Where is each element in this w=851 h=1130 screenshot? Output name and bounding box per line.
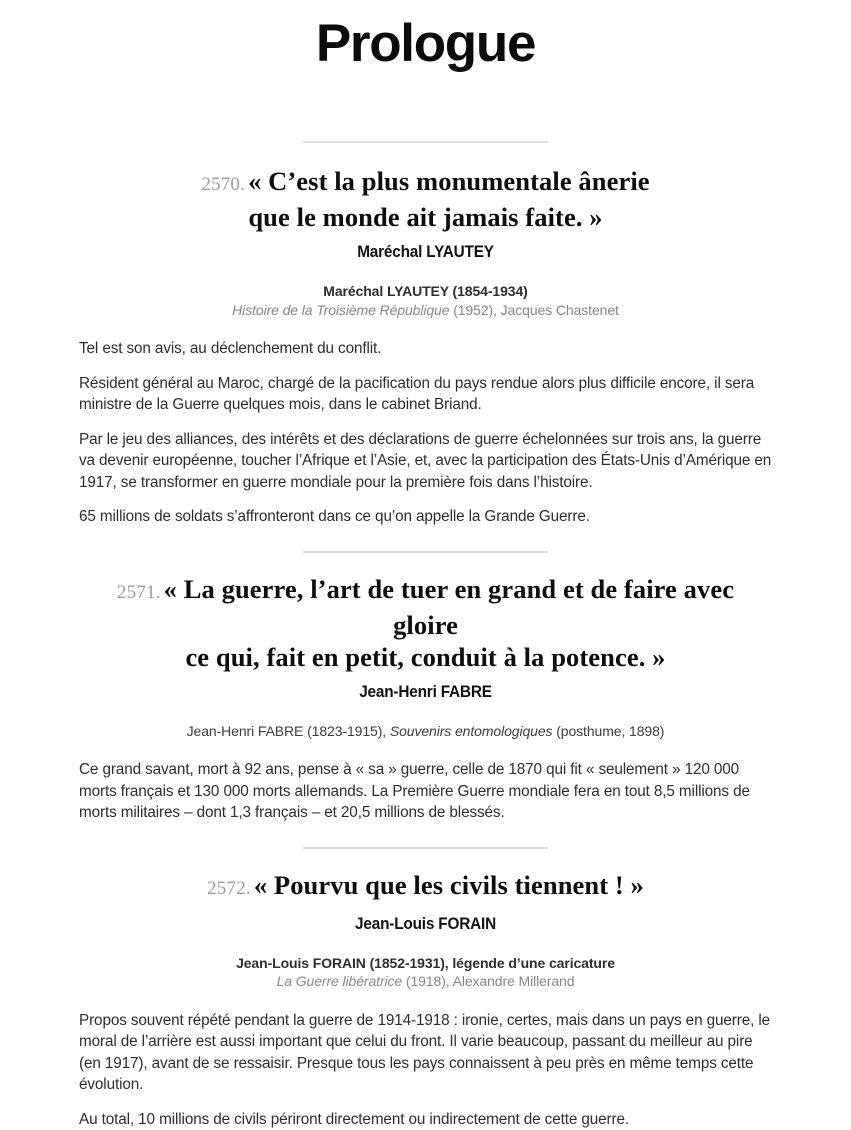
source-work-details: (1918), Alexandre Millerand bbox=[402, 973, 574, 989]
page-title: Prologue bbox=[79, 0, 772, 76]
spacer bbox=[79, 905, 772, 912]
quote-line bbox=[97, 165, 754, 201]
quote-entry bbox=[79, 551, 772, 824]
spacer bbox=[79, 740, 772, 759]
source-primary-line: Jean-Louis FORAIN (1852-1931), légende d’une caricature bbox=[79, 954, 772, 973]
quote-text bbox=[79, 573, 772, 673]
commentary-paragraph: Par le jeu des alliances, des intérêts et des déclarations de guerre échelonnées sur trois ans, la guerre va devenir européenne, toucher l’Afrique et l’Asie, et, avec la participation des États-Unis d’Amérique en 1917, se transformer en guerre mondiale pour la première fois dans l’histoire. bbox=[79, 429, 772, 494]
commentary-paragraph: Tel est son avis, au déclenchement du conflit. bbox=[79, 338, 772, 360]
spacer bbox=[79, 704, 772, 722]
commentary-block bbox=[79, 759, 772, 824]
quote-text bbox=[79, 869, 772, 905]
quote-author: Maréchal LYAUTEY bbox=[103, 240, 747, 264]
quote-source bbox=[79, 282, 772, 319]
quote-number: 2571. bbox=[117, 582, 164, 603]
source-secondary-line bbox=[79, 972, 772, 991]
source-work-details: (1952), Jacques Chastenet bbox=[449, 302, 618, 318]
quote-line-text: « La guerre, l’art de tuer en grand et de faire avec gloire bbox=[164, 574, 734, 640]
quote-line bbox=[97, 573, 754, 641]
source-primary-line: Maréchal LYAUTEY (1854-1934) bbox=[79, 282, 772, 301]
commentary-paragraph: Ce grand savant, mort à 92 ans, pense à « sa » guerre, celle de 1870 qui fit « seulement » 120 000 morts français et 130 000 morts allemands. La Première Guerre mondiale fera en tout 8,5 millions de morts militaires – dont 1,3 français – et 20,5 millions de blessés. bbox=[79, 759, 772, 824]
quote-number: 2572. bbox=[207, 878, 254, 899]
commentary-paragraph: Résident général au Maroc, chargé de la pacification du pays rendue alors plus difficile encore, il sera ministre de la Guerre quelques mois, dans le cabinet Briand. bbox=[79, 373, 772, 416]
quote-source bbox=[79, 954, 772, 991]
source-author-dates: Jean-Henri FABRE (1823-1915), bbox=[187, 723, 390, 739]
source-primary-line bbox=[79, 722, 772, 741]
spacer bbox=[79, 233, 772, 240]
source-work-details: (posthume, 1898) bbox=[552, 723, 664, 739]
spacer bbox=[79, 673, 772, 680]
source-work-title: Histoire de la Troisième République bbox=[232, 302, 449, 318]
commentary-paragraph: Propos souvent répété pendant la guerre de 1914-1918 : ironie, certes, mais dans un pays en guerre, le moral de l’arrière est aussi important que celui du front. Il varie beaucoup, passant du meilleur au pire (en 1917), avant de se ressaisir. Presque tous les pays connaissent à peu près en même temps cette évolution. bbox=[79, 1010, 772, 1096]
spacer bbox=[79, 528, 772, 551]
quote-author: Jean-Henri FABRE bbox=[103, 680, 747, 704]
quote-entry bbox=[79, 141, 772, 528]
spacer bbox=[79, 319, 772, 338]
quote-line bbox=[97, 641, 754, 673]
source-work-title: La Guerre libératrice bbox=[277, 973, 403, 989]
commentary-paragraph: 65 millions de soldats s’affronteront dans ce qu’on appelle la Grande Guerre. bbox=[79, 506, 772, 528]
spacer bbox=[79, 264, 772, 282]
spacer bbox=[79, 991, 772, 1010]
quote-source bbox=[79, 722, 772, 741]
quote-line-text: « C’est la plus monumentale ânerie bbox=[248, 166, 650, 196]
quote-author: Jean-Louis FORAIN bbox=[103, 912, 747, 936]
quote-line-text: ce qui, fait en petit, conduit à la potence. » bbox=[185, 642, 665, 672]
source-work-title: Souvenirs entomologiques bbox=[390, 723, 553, 739]
commentary-block bbox=[79, 1010, 772, 1130]
quote-text bbox=[79, 165, 772, 233]
spacer bbox=[79, 849, 772, 869]
quote-line bbox=[97, 869, 754, 905]
commentary-paragraph: Au total, 10 millions de civils périront directement ou indirectement de cette guerre. bbox=[79, 1109, 772, 1130]
quote-line-text: « Pourvu que les civils tiennent ! » bbox=[254, 870, 644, 900]
spacer bbox=[79, 76, 772, 141]
quote-number: 2570. bbox=[201, 174, 248, 195]
commentary-block bbox=[79, 338, 772, 528]
quote-entry bbox=[79, 847, 772, 1130]
quote-line-text: que le monde ait jamais faite. » bbox=[248, 202, 602, 232]
spacer bbox=[79, 143, 772, 165]
quote-line bbox=[97, 201, 754, 233]
spacer bbox=[79, 936, 772, 954]
source-secondary-line bbox=[79, 301, 772, 320]
spacer bbox=[79, 553, 772, 573]
spacer bbox=[79, 824, 772, 847]
